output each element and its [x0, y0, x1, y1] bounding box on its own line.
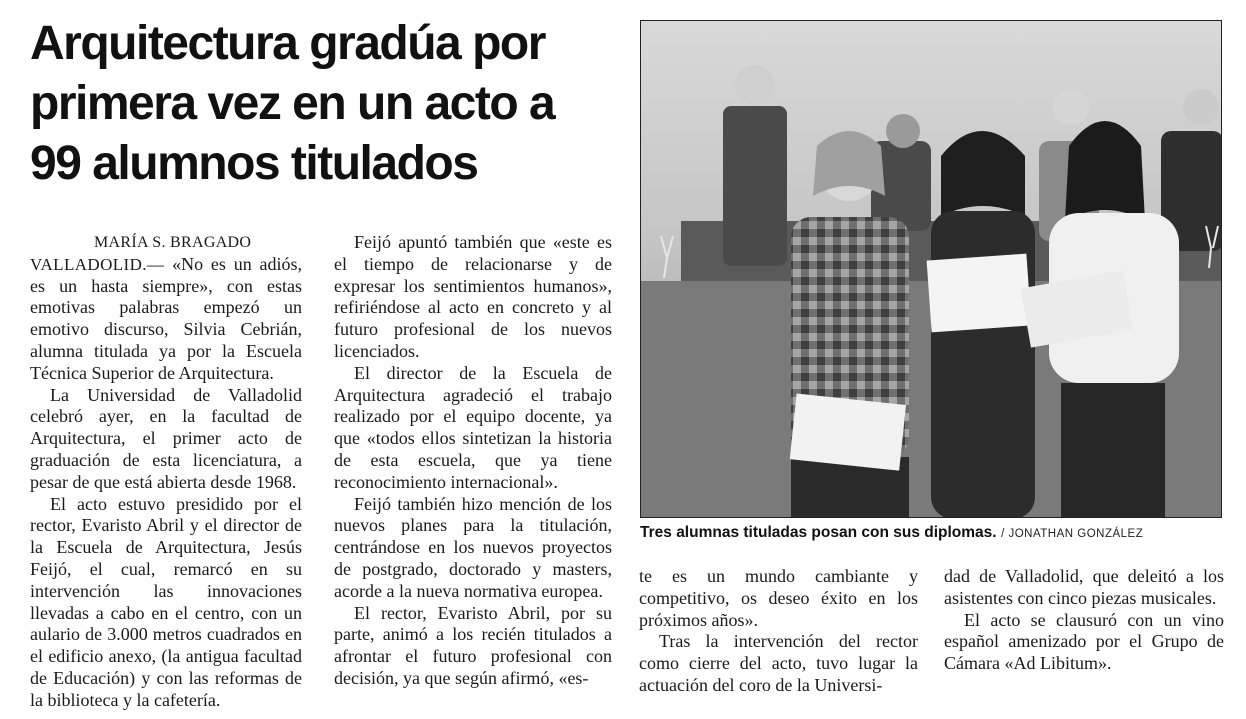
paragraph-10: dad de Valladolid, que deleitó a los asistentes con cinco piezas musicales.	[944, 566, 1224, 608]
paragraph-1: «No es un adiós, es un hasta siempre», con estas emotivas palabras empezó un emotivo discurso, Silvia Cebrián, alumna titulada ya por la Escuela Técnica Superior de Arquitectura.	[30, 253, 302, 383]
article-column-3	[639, 566, 918, 697]
paragraph-9: Tras la intervención del rector como cierre del acto, tuvo lugar la actuación del coro de la Universi-	[639, 631, 918, 695]
article-column-1	[30, 232, 302, 712]
headline-line-1: Arquitectura gradúa por	[30, 17, 545, 70]
paragraph-7: El rector, Evaristo Abril, por su parte, animó a los recién titulados a afrontar el futuro profesional con decisión, ya que según afirmó, «es-	[334, 602, 612, 688]
paragraph-6: Feijó también hizo mención de los nuevos planes para la titulación, centrándose en los nuevos proyectos de postgrado, doctorado y masters, acorde a la nueva normativa europea.	[334, 493, 612, 601]
headline-line-3: 99 alumnos titulados	[30, 137, 478, 190]
paragraph-3: El acto estuvo presidido por el rector, Evaristo Abril y el director de la Escuela de Arquitectura, Jesús Feijó, el cual, remarcó en su intervención las innovaciones llevadas a cabo en el centro, con un aulario de 3.000 metros cuadrados en el edificio anexo, (la antigua facultad de Educación) y con las reformas de la biblioteca y la cafetería.	[30, 493, 302, 710]
photo-credit: / JONATHAN GONZÁLEZ	[1001, 528, 1144, 540]
article-column-4	[944, 566, 1224, 675]
paragraph-11: El acto se clausuró con un vino español amenizado por el Grupo de Cámara «Ad Libitum».	[944, 609, 1224, 674]
paragraph-4: Feijó apuntó también que «este es el tiempo de relacionarse y de expresar los sentimientos humanos», refiriéndose al acto en concreto y al futuro profesional de los nuevos licenciados.	[334, 232, 612, 361]
byline: MARÍA S. BRAGADO	[94, 234, 252, 251]
graduates-photo-image	[641, 21, 1222, 518]
photo-caption	[640, 524, 1230, 542]
caption-text: Tres alumnas tituladas posan con sus diplomas.	[640, 524, 997, 541]
article-column-2	[334, 232, 612, 690]
paragraph-8: te es un mundo cambiante y competitivo, os deseo éxito en los próximos años».	[639, 566, 918, 630]
article-headline	[30, 14, 610, 194]
headline-line-2: primera vez en un acto a	[30, 77, 555, 130]
article-photo	[640, 20, 1222, 518]
paragraph-5: El director de la Escuela de Arquitectura agradeció el trabajo realizado por el equipo docente, ya que «todos ellos sintetizan la historia de esta escuela, que ya tiene reconocimiento internacional».	[334, 362, 612, 492]
paragraph-2: La Universidad de Valladolid celebró ayer, en la facultad de Arquitectura, el primer acto de graduación de esta licenciatura, a pesar de que está abierta desde 1968.	[30, 384, 302, 492]
dateline: VALLADOLID.—	[30, 254, 165, 274]
